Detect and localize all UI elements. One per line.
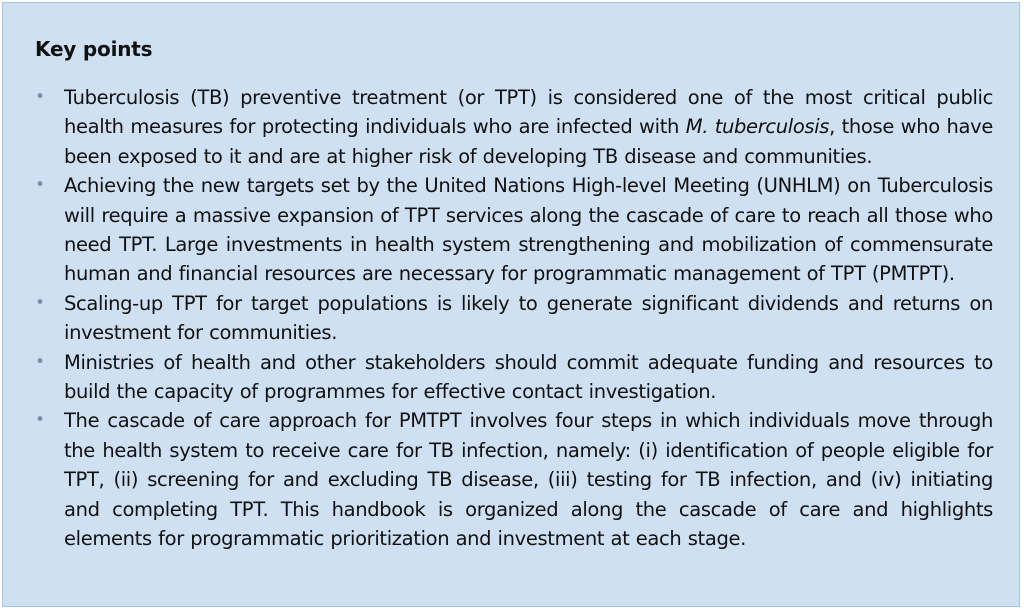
key-point-item xyxy=(31,171,993,289)
key-point-text: Achieving the new targets set by the United Nations High-level Meeting (UNHLM) on Tuberculosis will require a massive expansion of TPT services along the cascade of care to reach all those who need TPT. Large investments in health system strengthening and mobilization of commensurate human and financial resources are necessary for programmatic management of TPT (PMTPT). xyxy=(64,174,993,286)
key-point-text: Ministries of health and other stakeholders should commit adequate funding and resources to build the capacity of programmes for effective contact investigation. xyxy=(64,350,993,404)
key-point-text: Tuberculosis (TB) preventive treatment (or TPT) is considered one of the most critical public health measures for protecting individuals who are infected with xyxy=(64,86,993,139)
key-point-item xyxy=(31,289,993,348)
key-point-text: , those who have been exposed to it and are at higher risk of developing TB disease and communities. xyxy=(64,115,993,168)
key-points-list xyxy=(31,83,993,554)
key-point-text: Scaling-up TPT for target populations is likely to generate significant dividends and returns on investment for communities. xyxy=(64,291,993,345)
key-point-item xyxy=(31,348,993,407)
key-points-title: Key points xyxy=(35,37,153,61)
key-point-italic-term: M. tuberculosis xyxy=(685,115,830,139)
key-points-box xyxy=(2,2,1020,607)
key-point-item xyxy=(31,406,993,553)
key-point-text: The cascade of care approach for PMTPT involves four steps in which individuals move through the health system to receive care for TB infection, namely: (i) identification of people eligible for TPT, (ii) screening for and excluding TB disease, (iii) testing for TB infection, and (iv) initiating and completing TPT. This handbook is organized along the cascade of care and highlights elements for programmatic prioritization and investment at each stage. xyxy=(64,409,993,551)
key-point-item xyxy=(31,83,993,171)
